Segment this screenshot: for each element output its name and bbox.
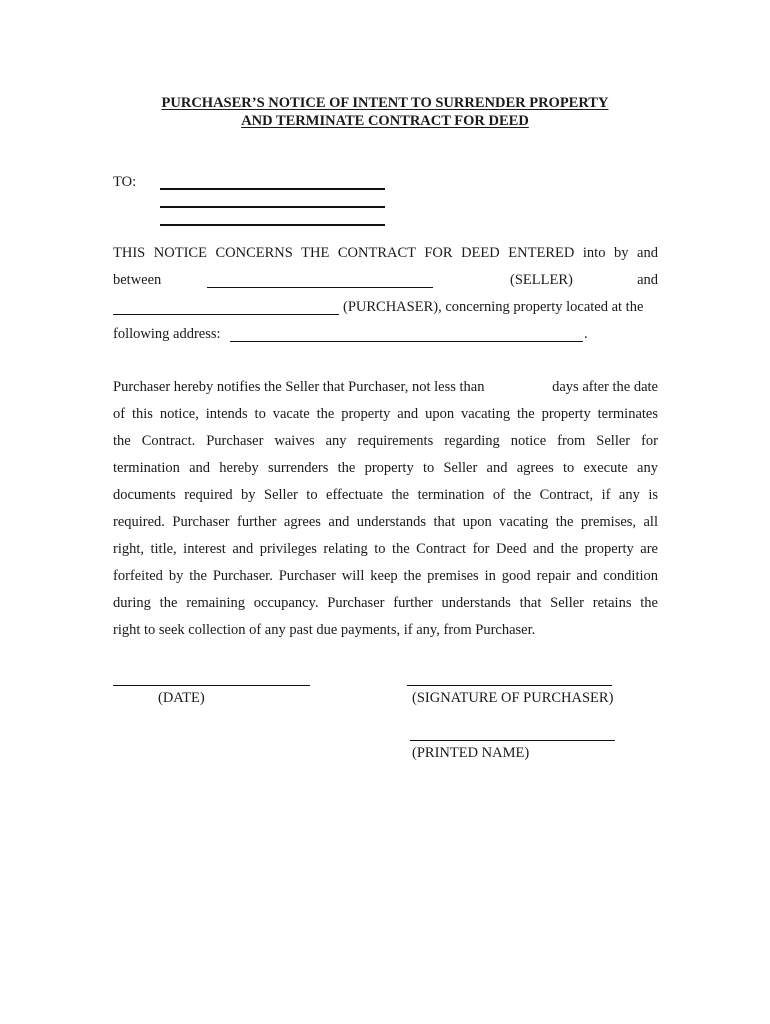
- intro-line-1: THIS NOTICE CONCERNS THE CONTRACT FOR DEED ENTERED into by and: [113, 245, 658, 261]
- body-line: termination and hereby surrenders the property to Seller and agrees to execute any: [113, 460, 658, 476]
- body-line: of this notice, intends to vacate the property and upon vacating the property terminates: [113, 406, 658, 422]
- date-label: (DATE): [158, 690, 205, 706]
- body-line: required. Purchaser further agrees and understands that upon vacating the premises, all: [113, 514, 658, 530]
- days-field[interactable]: [503, 380, 541, 394]
- address-label: following address:: [113, 326, 221, 342]
- property-address-field[interactable]: [230, 327, 583, 342]
- purchaser-clause: (PURCHASER), concerning property located at the: [343, 299, 644, 315]
- address-period: .: [584, 326, 588, 342]
- printed-name-label: (PRINTED NAME): [412, 745, 530, 761]
- document-title-line-2: AND TERMINATE CONTRACT FOR DEED: [241, 113, 529, 129]
- intro-line-3: [113, 294, 658, 321]
- recipient-line-3[interactable]: [160, 224, 385, 226]
- body-line: forfeited by the Purchaser. Purchaser will keep the premises in good repair and condition: [113, 568, 658, 584]
- notice-days-clause: Purchaser hereby notifies the Seller that Purchaser, not less than: [113, 379, 485, 395]
- intro-line-4: [113, 321, 658, 348]
- body-line: the Contract. Purchaser waives any requirements regarding notice from Seller for: [113, 433, 658, 449]
- date-signature-line[interactable]: [113, 685, 310, 686]
- intro-line-2: [113, 267, 658, 294]
- and-label: and: [637, 272, 658, 288]
- between-label: between: [113, 272, 162, 288]
- body-line: documents required by Seller to effectuate the termination of the Contract, if any is: [113, 487, 658, 503]
- seller-label: (SELLER): [510, 272, 573, 288]
- recipient-line-1[interactable]: [160, 188, 385, 190]
- purchaser-name-field[interactable]: [113, 300, 339, 315]
- body-line: during the remaining occupancy. Purchaser further understands that Seller retains the: [113, 595, 658, 611]
- purchaser-signature-line[interactable]: [407, 685, 612, 686]
- body-line: right, title, interest and privileges relating to the Contract for Deed and the property are: [113, 541, 658, 557]
- printed-name-line[interactable]: [410, 740, 615, 741]
- recipient-line-2[interactable]: [160, 206, 385, 208]
- signature-label: (SIGNATURE OF PURCHASER): [412, 690, 614, 706]
- body-line-1: [113, 374, 658, 401]
- document-title-line-1: PURCHASER’S NOTICE OF INTENT TO SURRENDER PROPERTY: [161, 95, 609, 111]
- body-last-line: right to seek collection of any past due payments, if any, from Purchaser.: [113, 622, 536, 638]
- days-after-clause: days after the date: [552, 379, 658, 395]
- seller-name-field[interactable]: [207, 273, 433, 288]
- to-label: TO:: [113, 174, 137, 190]
